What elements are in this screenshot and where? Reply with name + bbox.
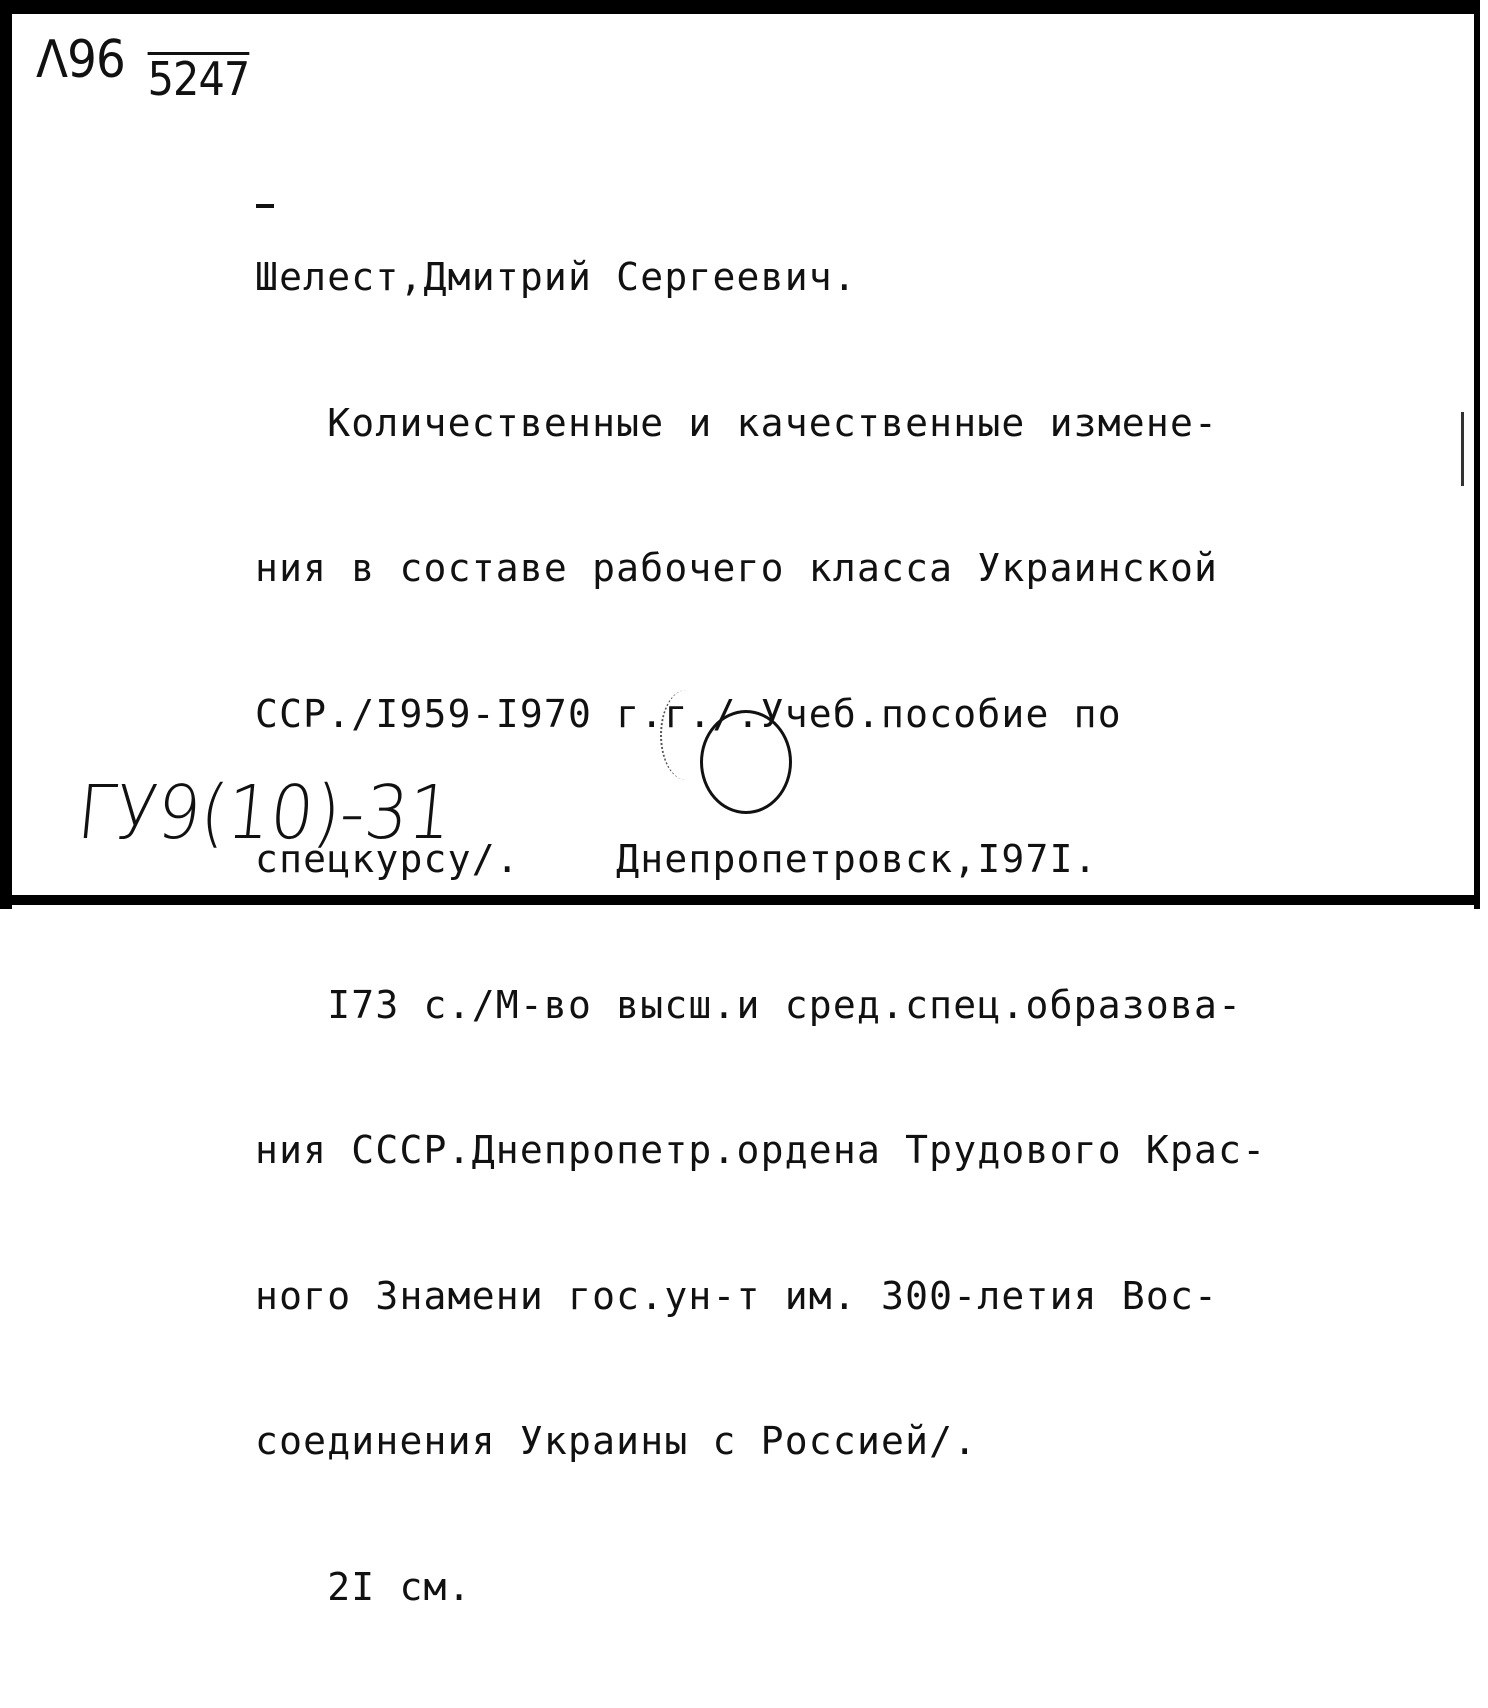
margin-tick bbox=[1461, 412, 1464, 486]
entry-line-size: 2I см. bbox=[255, 1564, 472, 1609]
entry-line-author: Шелест,Дмитрий Сергеевич. bbox=[255, 255, 857, 299]
stamp-circle bbox=[700, 710, 792, 814]
shelf-mark-main: Λ96 bbox=[36, 30, 125, 90]
card-border-top bbox=[0, 0, 1478, 14]
entry-line: спецкурсу/. Днепропетровск,I97I. bbox=[255, 837, 1098, 881]
card-border-left bbox=[0, 0, 12, 909]
shelf-mark bbox=[36, 30, 250, 106]
entry-line: ССР./I959-I970 г.г./.Учеб.пособие по bbox=[255, 691, 1122, 736]
entry-line: Количественные и качественные измене- bbox=[255, 400, 1219, 445]
entry-line: ния в составе рабочего класса Украинской bbox=[255, 546, 1219, 590]
shelf-mark-number: 5247 bbox=[147, 52, 250, 106]
bibliographic-entry bbox=[255, 156, 1266, 1708]
entry-line: I73 с./М-во высш.и сред.спец.образова- bbox=[255, 982, 1243, 1027]
card-border-right bbox=[1474, 0, 1480, 909]
entry-line: ния СССР.Днепропетр.ордена Трудового Крас- bbox=[255, 1128, 1267, 1172]
entry-line: ного Знамени гос.ун-т им. 300-летия Вос- bbox=[255, 1273, 1219, 1318]
entry-line: соединения Украины с Россией/. bbox=[255, 1419, 978, 1463]
classification-code: ГУ9(10)-31 bbox=[73, 770, 456, 856]
